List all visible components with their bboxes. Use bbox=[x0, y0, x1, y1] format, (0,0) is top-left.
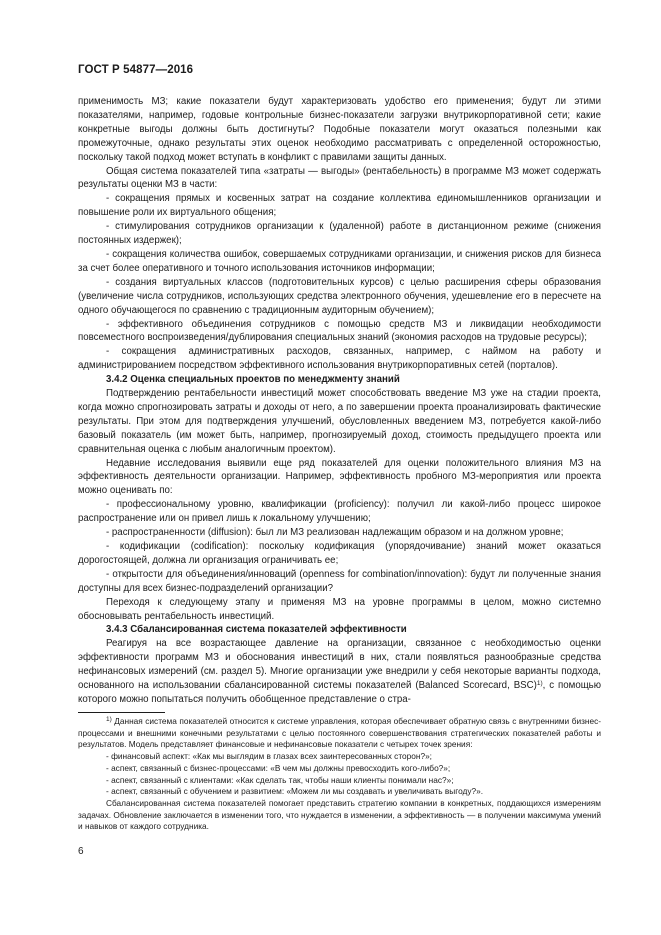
footnote-intro-text: Данная система показателей относится к системе управления, которая обеспечивает обратную связь с внутренними бизнес-процессами и внешними конечными результатами с целью постоянного совершенствования стратегических показателей работы и результатов. Модель представляет финансовые и нефинансовые показатели с четырех точек зрения: bbox=[78, 716, 601, 750]
list-item: - сокращения количества ошибок, совершаемых сотрудниками организации, и снижения рисков для бизнеса за счет более оперативного и точного использования источников информации; bbox=[78, 248, 601, 274]
paragraph bbox=[78, 637, 601, 707]
section-heading: 3.4.3 Сбалансированная система показателей эффективности bbox=[106, 624, 407, 636]
footnote-intro bbox=[78, 716, 601, 751]
footnote-list-item: - аспект, связанный с бизнес-процессами: «В чем мы должны превосходить кого-либо?»; bbox=[106, 762, 451, 773]
paragraph: Общая система показателей типа «затраты — выгоды» (рентабельность) в программе МЗ может содержать результаты оценки МЗ в части: bbox=[78, 165, 601, 191]
paragraph-text-continued: , с помощью которого можно попытаться получить обобщенное представление о стра- bbox=[78, 680, 601, 705]
list-item: - распространенности (diffusion): был ли МЗ реализован надлежащим образом и на должном уровне; bbox=[106, 527, 564, 539]
section-heading: 3.4.2 Оценка специальных проектов по менеджменту знаний bbox=[106, 374, 400, 386]
footnote-reference: 1) bbox=[536, 680, 543, 688]
footnote-list-item: - финансовый аспект: «Как мы выглядим в глазах всех заинтересованных сторон?»; bbox=[106, 751, 432, 762]
footnote-list-item: - аспект, связанный с обучением и развитием: «Можем ли мы создавать и увеличивать выгоду?». bbox=[106, 786, 484, 797]
main-text bbox=[78, 95, 601, 707]
paragraph: Подтверждению рентабельности инвестиций может способствовать введение МЗ уже на стадии проекта, когда можно спрогнозировать затраты и доходы от него, а по завершении проекта проанализировать фактические результаты. При этом для подтверждения улучшений, обусловленных введением МЗ, потребуется какой-либо базовый показатель (им может быть, например, прогнозируемый доход, стоимость предыдущего проекта или сравнительная оценка с любым аналогичным проектом). bbox=[78, 388, 601, 455]
standard-header: ГОСТ Р 54877—2016 bbox=[78, 64, 194, 76]
paragraph: Переходя к следующему этапу и применяя МЗ на уровне программы в целом, можно системно обосновывать рентабельность инвестиций. bbox=[78, 596, 601, 622]
list-item: - эффективного объединения сотрудников с помощью средств МЗ и ликвидации необходимости повсеместного воспроизведения/дублирования специальных знаний (экономия расходов на трудовые ресурсы); bbox=[78, 318, 601, 344]
footnote-closing: Сбалансированная система показателей помогает представить стратегию компании в конкретных, поддающихся измерениям задачах. Обновление заключается в изменении того, что нуждается в изменении, а эффективность — в получении максимума умений и навыков от каждого сотрудника. bbox=[78, 797, 601, 832]
footnote-separator bbox=[78, 712, 165, 713]
footnote bbox=[78, 716, 601, 833]
footnote-list-item: - аспект, связанный с клиентами: «Как сделать так, чтобы наши клиенты понимали нас?»; bbox=[106, 774, 454, 785]
list-item: - открытости для объединения/инноваций (openness for combination/innovation): будут ли полученные знания доступны для всех бизнес-подразделений организации? bbox=[78, 568, 601, 594]
paragraph: Недавние исследования выявили еще ряд показателей для оценки положительного влияния МЗ на эффективность деятельности организации. Например, эффективность пробного МЗ-мероприятия или проекта можно оценивать по: bbox=[78, 457, 601, 497]
list-item: - сокращения прямых и косвенных затрат на создание коллектива единомышленников организации и повышение роли их виртуального общения; bbox=[78, 193, 601, 219]
paragraph: применимость МЗ; какие показатели будут характеризовать удобство его применения; будут ли этими показателями, например, годовые контрольные бизнес-показатели загрузки внутрикорпоративной сети; какие конкретные выгоды должны быть достигнуты? Подобные показатели могут оказаться полезными как промежуточные, однако результаты этих оценок необходимо рассматривать с определенной осторожностью, поскольку такой подход может вступать в конфликт с правилами защиты данных. bbox=[78, 96, 601, 163]
list-item: - сокращения административных расходов, связанных, например, с наймом на работу и администрированием посредством эффективного использования внутрикорпоративных сетей (порталов). bbox=[78, 346, 601, 372]
list-item: - создания виртуальных классов (подготовительных курсов) с целью расширения сферы образования (увеличение числа сотрудников, использующих средства электронного обучения, удешевление его в пересчете на одного обучающегося по сравнению с традиционным аудиторным обучением); bbox=[78, 276, 601, 316]
page-number: 6 bbox=[78, 846, 84, 857]
list-item: - кодификации (codification): поскольку кодификация (упорядочивание) знаний может оказаться дорогостоящей, должна ли организация ограничивать ее; bbox=[78, 541, 601, 566]
footnote-marker: 1) bbox=[106, 716, 112, 723]
paragraph-text: Реагируя на все возрастающее давление на организации, связанное с необходимостью оценки эффективности программ МЗ и обоснования инвестиций в них, стали появляться разнообразные средства нефинансовых измерений (см. раздел 5). Многие организации уже внедрили у себя некоторые варианты подхода, основанного на использовании сбалансированной системы показателей (Balanced Scorecard, BSC) bbox=[78, 638, 601, 692]
list-item: - стимулирования сотрудников организации к (удаленной) работе в дистанционном режиме (снижения постоянных издержек); bbox=[78, 221, 601, 247]
list-item: - профессиональному уровню, квалификации (proficiency): получил ли какой-либо процесс широкое распространение или он привел лишь к локальному улучшению; bbox=[78, 499, 601, 525]
